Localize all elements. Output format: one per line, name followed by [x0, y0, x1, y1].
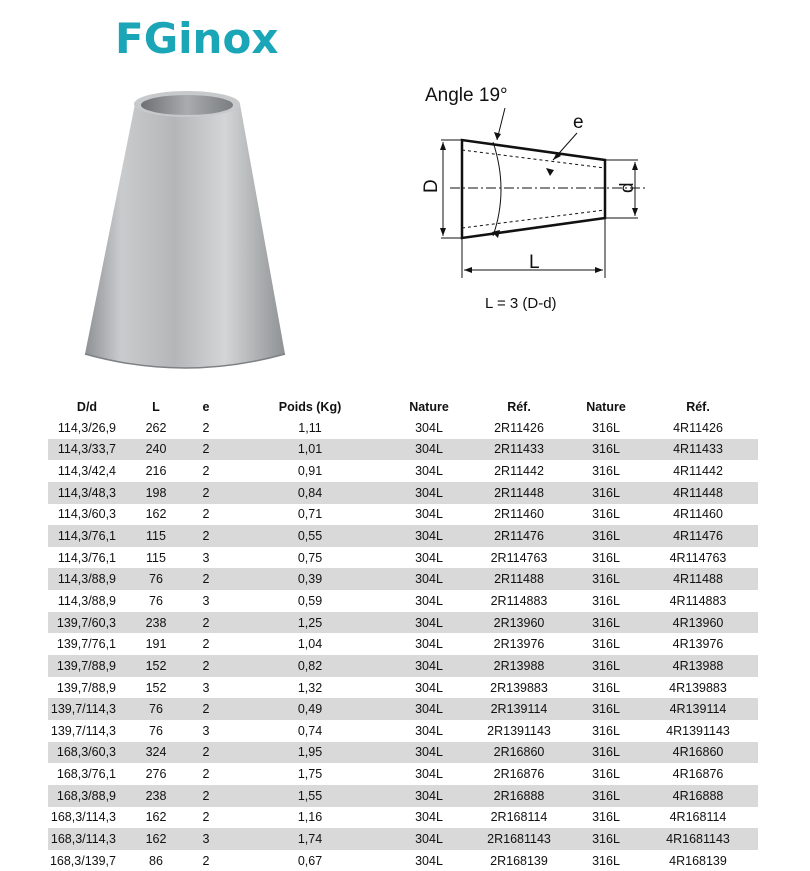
reducer-specification-table [48, 396, 758, 871]
cell-diameters: 114,3/60,3 [57, 507, 116, 522]
cell-diameters: 139,7/88,9 [56, 680, 116, 695]
cell-nature-304: 304L [394, 525, 464, 547]
cell-ref-304: 2R11426 [494, 420, 544, 435]
cell-weight: 0,75 [297, 550, 323, 565]
cell-ref-316: 4R11448 [638, 482, 758, 504]
cell-weight: 0,67 [297, 853, 323, 868]
cell-length: 115 [146, 550, 166, 565]
table-row [48, 655, 758, 677]
cell-length: 198 [126, 482, 186, 504]
header-ref-316: Réf. [686, 399, 710, 414]
cell-nature-316: 316L [574, 612, 638, 634]
cell-thickness: 3 [202, 723, 210, 738]
cell-diameters: 114,3/33,7 [48, 439, 126, 461]
cell-ref-304: 2R11460 [494, 507, 544, 522]
cell-ref-304: 2R11448 [464, 482, 574, 504]
cell-weight: 1,16 [297, 810, 323, 825]
header-thickness: e [202, 399, 210, 414]
cell-thickness: 2 [202, 767, 210, 782]
cell-length: 162 [126, 828, 186, 850]
header-length: L [152, 399, 160, 414]
cell-thickness: 2 [186, 482, 226, 504]
cell-length: 162 [145, 810, 167, 825]
cell-nature-316: 316L [592, 637, 620, 652]
table-row [48, 720, 758, 742]
cell-length: 152 [145, 680, 167, 695]
table-row [48, 504, 758, 526]
cell-thickness: 2 [202, 464, 210, 479]
cell-weight: 0,49 [226, 698, 394, 720]
cell-nature-316: 316L [574, 742, 638, 764]
cell-weight: 1,11 [298, 420, 322, 435]
cell-diameters: 114,3/88,9 [57, 593, 116, 608]
cell-weight: 1,74 [226, 828, 394, 850]
cell-ref-316: 4R139114 [638, 698, 758, 720]
cell-nature-316: 316L [592, 680, 620, 695]
cell-nature-316: 316L [592, 810, 620, 825]
cell-nature-304: 304L [415, 464, 443, 479]
table-row [48, 439, 758, 461]
cell-diameters: 114,3/76,1 [48, 525, 126, 547]
table-row [48, 850, 758, 871]
cell-nature-304: 304L [415, 550, 443, 565]
cell-length: 238 [126, 612, 186, 634]
cell-length: 216 [145, 464, 167, 479]
cell-ref-316: 4R11476 [638, 525, 758, 547]
cell-diameters: 139,7/114,3 [50, 723, 116, 738]
cell-ref-316: 4R11426 [673, 420, 723, 435]
cell-thickness: 2 [202, 853, 210, 868]
cell-weight: 1,25 [226, 612, 394, 634]
table-row [48, 482, 758, 504]
cell-ref-316: 4R13988 [638, 655, 758, 677]
cell-thickness: 3 [186, 828, 226, 850]
cell-thickness: 3 [202, 680, 210, 695]
cell-ref-304: 2R13988 [464, 655, 574, 677]
cell-thickness: 3 [202, 550, 210, 565]
cell-ref-316: 4R11460 [673, 507, 723, 522]
reducer-photo [80, 82, 290, 382]
table-row [48, 677, 758, 699]
cell-ref-304: 2R139114 [464, 698, 574, 720]
cell-thickness: 2 [202, 420, 210, 435]
cell-nature-316: 316L [592, 767, 620, 782]
cell-nature-304: 304L [394, 655, 464, 677]
cell-diameters: 168,3/139,7 [49, 853, 116, 868]
small-diameter-label: d [617, 182, 638, 193]
cell-thickness: 2 [186, 439, 226, 461]
cell-nature-304: 304L [415, 680, 443, 695]
cell-weight: 1,95 [226, 742, 394, 764]
cell-ref-304: 2R16888 [464, 785, 574, 807]
cell-weight: 0,71 [297, 507, 323, 522]
cell-ref-316: 4R1681143 [638, 828, 758, 850]
table-row [48, 612, 758, 634]
table-row [48, 460, 758, 482]
cell-diameters: 168,3/114,3 [50, 810, 116, 825]
table-row [48, 828, 758, 850]
cell-thickness: 3 [202, 593, 210, 608]
cell-nature-316: 316L [592, 507, 620, 522]
cell-nature-304: 304L [394, 439, 464, 461]
cell-thickness: 2 [202, 637, 210, 652]
cell-ref-304: 2R11433 [464, 439, 574, 461]
cell-nature-316: 316L [592, 420, 620, 435]
table-row [48, 417, 758, 439]
table-row [48, 763, 758, 785]
header-weight: Poids (Kg) [278, 399, 342, 414]
cell-nature-316: 316L [574, 525, 638, 547]
cell-weight: 0,59 [297, 593, 323, 608]
cell-length: 162 [145, 507, 167, 522]
length-label: L [529, 252, 540, 273]
cell-thickness: 2 [186, 785, 226, 807]
cell-thickness: 2 [202, 810, 210, 825]
brand-logo: FGinox [115, 14, 279, 63]
cell-diameters: 168,3/76,1 [56, 767, 116, 782]
cell-ref-304: 2R11442 [494, 464, 544, 479]
table-row [48, 785, 758, 807]
cell-length: 152 [126, 655, 186, 677]
large-diameter-label: D [421, 179, 442, 193]
cell-ref-304: 2R168139 [490, 853, 548, 868]
cell-weight: 0,39 [226, 568, 394, 590]
cell-diameters: 139,7/114,3 [48, 698, 126, 720]
cell-nature-304: 304L [415, 723, 443, 738]
cell-diameters: 114,3/26,9 [57, 420, 116, 435]
cell-nature-316: 316L [574, 828, 638, 850]
cell-nature-316: 316L [592, 550, 620, 565]
cell-diameters: 114,3/76,1 [57, 550, 116, 565]
cell-ref-316: 4R1391143 [666, 723, 730, 738]
cell-ref-304: 2R1681143 [464, 828, 574, 850]
cell-nature-316: 316L [592, 853, 620, 868]
cell-ref-316: 4R13976 [672, 637, 724, 652]
cell-thickness: 2 [186, 525, 226, 547]
cell-weight: 0,84 [226, 482, 394, 504]
cell-thickness: 2 [202, 507, 210, 522]
cell-nature-304: 304L [415, 593, 443, 608]
cell-nature-304: 304L [415, 507, 443, 522]
angle-label: Angle 19° [425, 85, 508, 106]
cell-nature-304: 304L [415, 637, 443, 652]
cell-ref-304: 2R13960 [464, 612, 574, 634]
cell-thickness: 2 [186, 612, 226, 634]
cell-nature-304: 304L [415, 420, 443, 435]
cell-weight: 0,55 [226, 525, 394, 547]
table-row [48, 547, 758, 569]
cell-ref-316: 4R139883 [669, 680, 727, 695]
cell-ref-316: 4R13960 [638, 612, 758, 634]
cell-ref-316: 4R16876 [672, 767, 724, 782]
cell-weight: 1,01 [226, 439, 394, 461]
cell-length: 276 [145, 767, 167, 782]
table-row [48, 525, 758, 547]
cell-length: 240 [126, 439, 186, 461]
header-ref-304: Réf. [507, 399, 531, 414]
cell-diameters: 114,3/48,3 [48, 482, 126, 504]
cell-ref-304: 2R11488 [464, 568, 574, 590]
cell-thickness: 2 [186, 698, 226, 720]
cell-diameters: 114,3/88,9 [48, 568, 126, 590]
cell-nature-316: 316L [574, 785, 638, 807]
cell-diameters: 168,3/60,3 [48, 742, 126, 764]
length-formula: L = 3 (D-d) [485, 295, 557, 312]
cell-nature-316: 316L [574, 698, 638, 720]
table-row [48, 568, 758, 590]
cell-diameters: 114,3/42,4 [57, 464, 116, 479]
cell-nature-304: 304L [394, 828, 464, 850]
table-row [48, 633, 758, 655]
cell-nature-304: 304L [394, 742, 464, 764]
cell-length: 324 [126, 742, 186, 764]
cell-ref-304: 2R11476 [464, 525, 574, 547]
cell-nature-316: 316L [592, 723, 620, 738]
cell-ref-316: 4R16888 [638, 785, 758, 807]
cell-weight: 1,32 [297, 680, 323, 695]
cell-ref-316: 4R168139 [669, 853, 727, 868]
cell-weight: 0,91 [297, 464, 323, 479]
cell-length: 76 [126, 568, 186, 590]
cell-length: 191 [145, 637, 167, 652]
table-header-row [48, 396, 758, 417]
cell-ref-316: 4R11442 [673, 464, 723, 479]
cell-ref-316: 4R168114 [669, 810, 727, 825]
cell-ref-304: 2R168114 [490, 810, 548, 825]
cell-nature-304: 304L [394, 568, 464, 590]
cell-nature-316: 316L [592, 593, 620, 608]
cell-length: 76 [126, 698, 186, 720]
cell-ref-316: 4R11488 [638, 568, 758, 590]
cell-nature-304: 304L [394, 785, 464, 807]
cell-ref-304: 2R13976 [493, 637, 545, 652]
cell-ref-316: 4R114883 [669, 593, 727, 608]
cell-diameters: 139,7/76,1 [56, 637, 116, 652]
cell-thickness: 2 [186, 742, 226, 764]
header-nature-304: Nature [409, 399, 449, 414]
table-row [48, 698, 758, 720]
cell-thickness: 2 [186, 568, 226, 590]
cell-weight: 0,74 [297, 723, 323, 738]
header-diameters: D/d [76, 399, 98, 414]
thickness-label: e [573, 112, 584, 133]
header-nature-316: Nature [586, 399, 626, 414]
cell-ref-304: 2R16876 [493, 767, 545, 782]
cell-ref-304: 2R114883 [490, 593, 548, 608]
cell-length: 86 [149, 853, 163, 868]
table-row [48, 590, 758, 612]
cell-weight: 1,75 [297, 767, 323, 782]
cell-weight: 1,04 [297, 637, 323, 652]
cell-ref-304: 2R114763 [490, 550, 548, 565]
cell-ref-316: 4R114763 [669, 550, 727, 565]
cell-weight: 0,82 [226, 655, 394, 677]
cell-ref-304: 2R1391143 [487, 723, 551, 738]
reducer-dimension-diagram [405, 78, 665, 318]
cell-ref-304: 2R16860 [464, 742, 574, 764]
cell-nature-304: 304L [415, 767, 443, 782]
cell-length: 76 [149, 723, 163, 738]
cell-nature-304: 304L [394, 698, 464, 720]
cell-nature-316: 316L [574, 482, 638, 504]
cell-nature-316: 316L [574, 655, 638, 677]
cell-length: 115 [126, 525, 186, 547]
cell-nature-316: 316L [574, 439, 638, 461]
cell-diameters: 139,7/88,9 [48, 655, 126, 677]
cell-diameters: 139,7/60,3 [48, 612, 126, 634]
cell-nature-304: 304L [394, 482, 464, 504]
cell-nature-304: 304L [394, 612, 464, 634]
table-row [48, 742, 758, 764]
cell-weight: 1,55 [226, 785, 394, 807]
cell-length: 238 [126, 785, 186, 807]
cell-nature-316: 316L [574, 568, 638, 590]
cell-thickness: 2 [186, 655, 226, 677]
cell-length: 262 [145, 420, 167, 435]
cell-ref-316: 4R11433 [638, 439, 758, 461]
cell-diameters: 168,3/114,3 [48, 828, 126, 850]
table-row [48, 807, 758, 829]
cell-nature-316: 316L [592, 464, 620, 479]
cell-diameters: 168,3/88,9 [48, 785, 126, 807]
cell-length: 76 [149, 593, 163, 608]
cell-ref-304: 2R139883 [490, 680, 548, 695]
cell-ref-316: 4R16860 [638, 742, 758, 764]
table-body [48, 417, 758, 871]
cell-nature-304: 304L [415, 810, 443, 825]
cell-nature-304: 304L [415, 853, 443, 868]
